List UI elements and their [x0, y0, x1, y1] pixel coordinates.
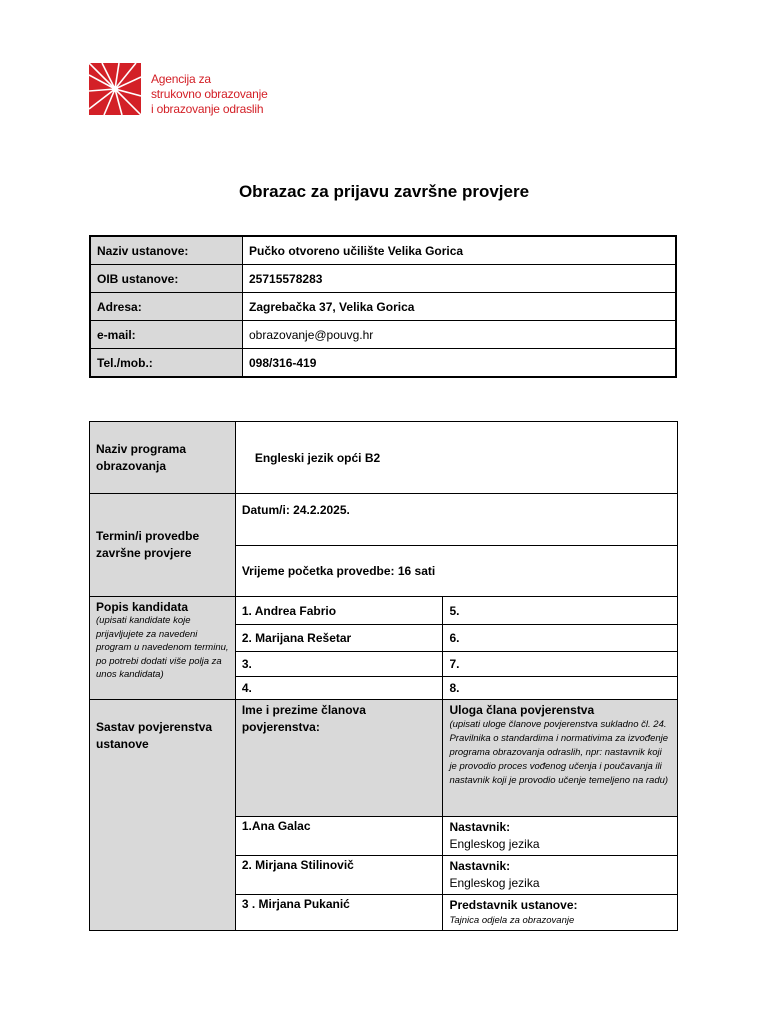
- agency-name-line: i obrazovanje odraslih: [151, 102, 264, 116]
- committee-role-header-cell: [443, 700, 678, 817]
- committee-member-role-cell[interactable]: [443, 817, 678, 856]
- institution-name-value[interactable]: Pučko otvoreno učilište Velika Gorica: [243, 236, 677, 265]
- term-label: Termin/i provedbe završne provjere: [90, 494, 236, 597]
- phone-value[interactable]: 098/316-419: [243, 349, 677, 378]
- document-title: Obrazac za prijavu završne provjere: [238, 182, 530, 201]
- candidate-slot[interactable]: 6.: [443, 625, 678, 652]
- committee-member-detail: Engleskog jezika: [449, 876, 540, 890]
- program-table: [89, 421, 678, 931]
- committee-member-role: Predstavnik ustanove:: [449, 898, 578, 912]
- committee-member-detail: Engleskog jezika: [449, 837, 540, 851]
- candidate-slot[interactable]: 7.: [443, 652, 678, 677]
- date-value[interactable]: Datum/i: 24.2.2025.: [235, 494, 677, 546]
- table-row: [90, 597, 678, 625]
- candidate-slot[interactable]: 4.: [235, 677, 443, 700]
- start-time-value[interactable]: Vrijeme početka provedbe: 16 sati: [235, 546, 677, 597]
- committee-label: Sastav povjerenstva ustanove: [90, 700, 236, 931]
- table-row: [90, 321, 676, 349]
- agency-logo: [89, 63, 289, 123]
- address-value[interactable]: Zagrebačka 37, Velika Gorica: [243, 293, 677, 321]
- candidate-slot[interactable]: 8.: [443, 677, 678, 700]
- table-row: [90, 700, 678, 817]
- field-label: Naziv ustanove:: [90, 236, 243, 265]
- field-label: e-mail:: [90, 321, 243, 349]
- field-label: Tel./mob.:: [90, 349, 243, 378]
- agency-name: [151, 72, 268, 117]
- candidate-slot[interactable]: 3.: [235, 652, 443, 677]
- committee-role-note: (upisati uloge članove povjerenstva sukladno čl. 24. Pravilnika o standardima i normativima za izvođenje programa obrazovanja odraslih, npr: nastavnik koji je provodio proces vođenog učenja i poučavanja ili nastavnik koji je provodio učenje temeljeno na radu): [449, 719, 669, 786]
- committee-role-header: Uloga člana povjerenstva: [449, 703, 595, 717]
- email-value[interactable]: obrazovanje@pouvg.hr: [243, 321, 677, 349]
- committee-member-role-cell[interactable]: [443, 895, 678, 931]
- committee-member-name[interactable]: 1.Ana Galac: [235, 817, 443, 856]
- table-row: [90, 265, 676, 293]
- program-label: Naziv programa obrazovanja: [90, 422, 236, 494]
- agency-logo-icon: [89, 63, 141, 115]
- candidates-label-cell: [90, 597, 236, 700]
- table-row: [90, 236, 676, 265]
- candidate-slot[interactable]: 2. Marijana Rešetar: [235, 625, 443, 652]
- agency-name-line: strukovno obrazovanje: [151, 87, 268, 101]
- agency-name-line: Agencija za: [151, 72, 211, 86]
- table-row: [90, 422, 678, 494]
- table-row: [90, 494, 678, 546]
- committee-member-name[interactable]: 2. Mirjana Stilinovič: [235, 856, 443, 895]
- candidate-slot[interactable]: 1. Andrea Fabrio: [235, 597, 443, 625]
- committee-name-header: Ime i prezime članova povjerenstva:: [235, 700, 443, 817]
- program-name-value[interactable]: Engleski jezik opći B2: [235, 422, 677, 494]
- candidates-label: Popis kandidata: [96, 600, 189, 614]
- field-label: OIB ustanove:: [90, 265, 243, 293]
- table-row: [90, 293, 676, 321]
- candidate-slot[interactable]: 5.: [443, 597, 678, 625]
- committee-member-role: Nastavnik:: [449, 820, 511, 834]
- committee-member-role: Nastavnik:: [449, 859, 511, 873]
- committee-member-name[interactable]: 3 . Mirjana Pukanić: [235, 895, 443, 931]
- institution-table: [89, 235, 677, 378]
- committee-member-role-cell[interactable]: [443, 856, 678, 895]
- table-row: [90, 349, 676, 378]
- committee-member-detail: Tajnica odjela za obrazovanje: [449, 915, 575, 926]
- oib-value[interactable]: 25715578283: [243, 265, 677, 293]
- candidates-note: (upisati kandidate koje prijavljujete za navedeni program u navedenom terminu, po potrebi dodati više polja za unos kandidata): [96, 615, 229, 680]
- field-label: Adresa:: [90, 293, 243, 321]
